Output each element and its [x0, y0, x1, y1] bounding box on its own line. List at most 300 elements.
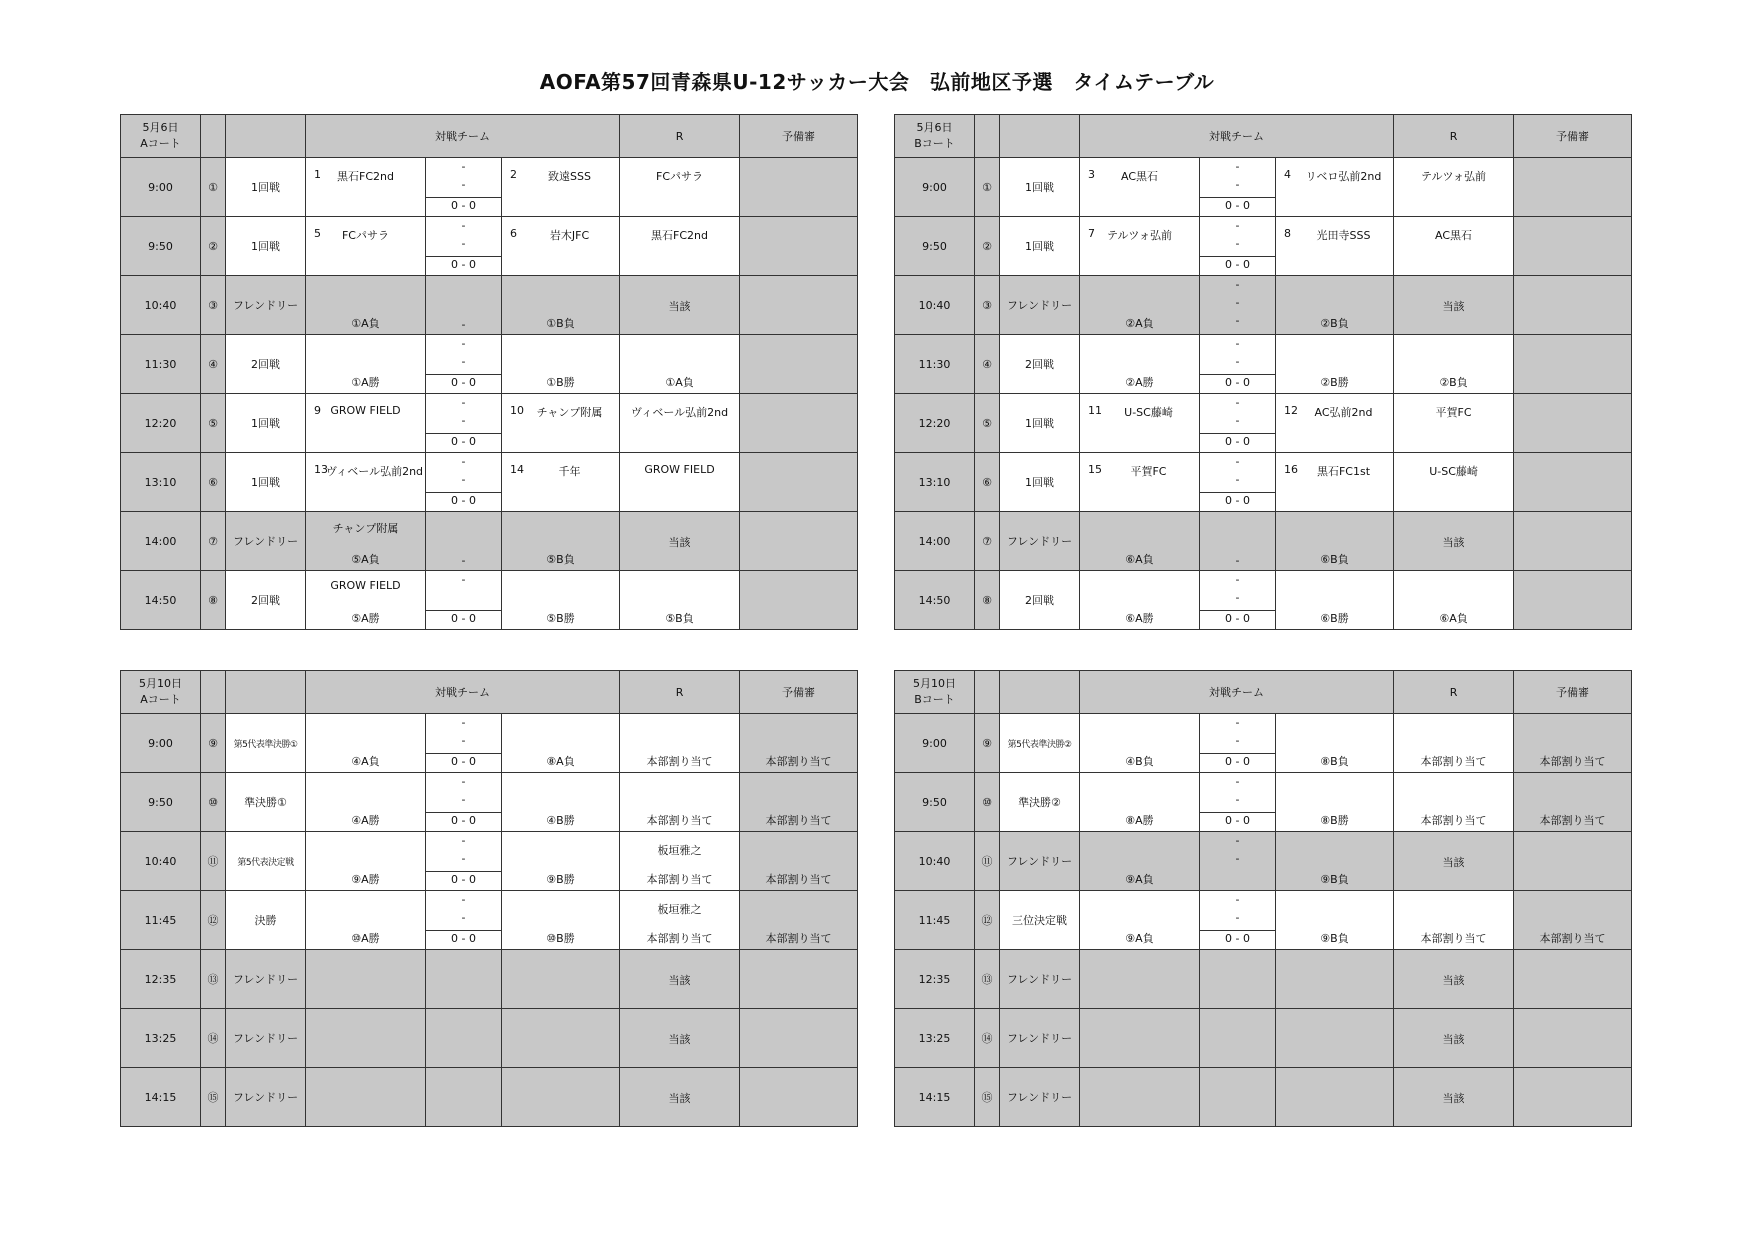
match-number: ②: [201, 217, 226, 276]
team-1-cell: [1080, 714, 1200, 773]
team-1-name: 平賀FC: [1130, 465, 1167, 478]
match-number: ⑬: [201, 950, 226, 1009]
round-label: 1回戦: [226, 453, 306, 512]
round-label: 決勝: [226, 891, 306, 950]
score-dash: -: [461, 396, 466, 409]
team-1-seed: 15: [1088, 463, 1102, 476]
match-row: [121, 394, 858, 453]
team-1-cell: [306, 891, 426, 950]
match-number: ③: [201, 276, 226, 335]
referee-cell: [620, 950, 740, 1009]
score-cell: [426, 832, 502, 891]
reserve-header: 予備審: [1514, 115, 1632, 158]
referee-cell: [1394, 714, 1514, 773]
referee-name: ヴィベール弘前2nd: [630, 406, 729, 419]
score-dash: -: [1235, 178, 1240, 191]
score-dash: -: [1235, 834, 1240, 847]
score-result: 0 - 0: [451, 199, 476, 212]
team-2-cell: [502, 512, 620, 571]
team-2-seed: 2: [510, 168, 517, 181]
reserve-cell: [1514, 276, 1632, 335]
score-cell: [426, 453, 502, 512]
team-2-slot: ⑩B勝: [546, 932, 575, 945]
reserve-cell: [740, 158, 858, 217]
kickoff-time: 10:40: [121, 276, 201, 335]
team-1-note: チャンプ附属: [332, 522, 399, 535]
team-2-slot: ⑥B勝: [1320, 612, 1349, 625]
round-label: 2回戦: [226, 335, 306, 394]
team-1-slot: ②A勝: [1125, 376, 1154, 389]
match-number: ⑨: [201, 714, 226, 773]
date-court-header: [121, 671, 201, 714]
score-result: 0 - 0: [1225, 612, 1250, 625]
score-cell: [426, 571, 502, 630]
score-dash: -: [461, 554, 466, 567]
score-dash: -: [1235, 473, 1240, 486]
date-label: 5月6日: [142, 121, 179, 134]
reserve-cell: [740, 217, 858, 276]
score-dash: -: [461, 178, 466, 191]
reserve-cell: [1514, 950, 1632, 1009]
team-2-slot: ①B勝: [546, 376, 575, 389]
score-dash: -: [461, 775, 466, 788]
referee-cell: [1394, 571, 1514, 630]
team-2-seed: 6: [510, 227, 517, 240]
team-2-cell: [502, 217, 620, 276]
referee-assignment: ⑤B負: [665, 612, 694, 625]
referee-name: 当該: [668, 536, 691, 549]
score-result: 0 - 0: [451, 435, 476, 448]
score-cell: [1200, 158, 1276, 217]
team-1-name: 黒石FC2nd: [337, 170, 394, 183]
team-2-cell: [1276, 453, 1394, 512]
score-cell: [426, 158, 502, 217]
team-1-cell: [1080, 891, 1200, 950]
referee-cell: [620, 1009, 740, 1068]
kickoff-time: 14:00: [121, 512, 201, 571]
reserve-header: 予備審: [740, 671, 858, 714]
score-cell: [1200, 1009, 1276, 1068]
team-1-cell: [1080, 832, 1200, 891]
reserve-cell: [740, 714, 858, 773]
kickoff-time: 10:40: [121, 832, 201, 891]
reserve-assignment: 本部割り当て: [765, 873, 832, 886]
referee-header: R: [1394, 115, 1514, 158]
team-2-slot: ⑧A負: [546, 755, 575, 768]
team-2-cell: [502, 276, 620, 335]
match-number: ③: [975, 276, 1000, 335]
referee-name: 当該: [668, 1033, 691, 1046]
referee-cell: [1394, 512, 1514, 571]
score-cell: [1200, 950, 1276, 1009]
kickoff-time: 9:50: [121, 773, 201, 832]
referee-cell: [620, 832, 740, 891]
referee-cell: [1394, 276, 1514, 335]
court-label: Bコート: [914, 137, 955, 150]
score-dash: -: [1235, 314, 1240, 327]
score-cell: [1200, 276, 1276, 335]
referee-name: GROW FIELD: [644, 463, 715, 476]
team-2-name: 致遠SSS: [548, 170, 591, 183]
round-label: フレンドリー: [226, 1009, 306, 1068]
round-label: 1回戦: [226, 394, 306, 453]
schedule-table-may10-court-b: [894, 670, 1632, 1127]
score-cell: [426, 950, 502, 1009]
team-1-cell: [306, 714, 426, 773]
match-row: [895, 1068, 1632, 1127]
referee-assignment: ⑥A負: [1439, 612, 1468, 625]
team-1-slot: ⑤A負: [351, 553, 380, 566]
team-2-cell: [1276, 891, 1394, 950]
reserve-cell: [1514, 1068, 1632, 1127]
round-label: 第5代表準決勝①: [226, 714, 306, 773]
referee-cell: [1394, 335, 1514, 394]
team-1-cell: [306, 512, 426, 571]
score-dash: -: [461, 219, 466, 232]
kickoff-time: 13:10: [121, 453, 201, 512]
referee-header: R: [620, 115, 740, 158]
score-dash: -: [1235, 337, 1240, 350]
date-label: 5月10日: [139, 677, 182, 690]
team-2-slot: ①B負: [546, 317, 575, 330]
kickoff-time: 14:15: [121, 1068, 201, 1127]
team-1-cell: [1080, 512, 1200, 571]
team-1-slot: ④B負: [1125, 755, 1154, 768]
referee-cell: [620, 394, 740, 453]
team-2-cell: [502, 714, 620, 773]
score-dash: -: [1235, 296, 1240, 309]
match-row: [895, 453, 1632, 512]
team-1-slot: ②A負: [1125, 317, 1154, 330]
referee-cell: [1394, 1068, 1514, 1127]
team-1-cell: [1080, 1068, 1200, 1127]
match-row: [895, 335, 1632, 394]
team-2-cell: [1276, 950, 1394, 1009]
team-1-cell: [1080, 276, 1200, 335]
match-row: [121, 950, 858, 1009]
match-row: [121, 832, 858, 891]
team-1-name: ヴィベール弘前2nd: [325, 465, 424, 478]
reserve-cell: [740, 832, 858, 891]
score-result: 0 - 0: [451, 814, 476, 827]
match-number: ⑨: [975, 714, 1000, 773]
referee-name: 当該: [1442, 536, 1465, 549]
reserve-cell: [1514, 1009, 1632, 1068]
reserve-cell: [740, 1009, 858, 1068]
score-dash: -: [461, 716, 466, 729]
match-row: [895, 158, 1632, 217]
score-dash: -: [461, 318, 466, 331]
score-cell: [426, 1009, 502, 1068]
referee-cell: [620, 217, 740, 276]
referee-header: R: [620, 671, 740, 714]
match-row: [895, 891, 1632, 950]
match-row: [121, 1068, 858, 1127]
match-number: ⑥: [201, 453, 226, 512]
match-number: ④: [975, 335, 1000, 394]
team-1-cell: [306, 158, 426, 217]
referee-assignment: 本部割り当て: [646, 873, 713, 886]
reserve-header: 予備審: [1514, 671, 1632, 714]
match-header: 対戦チーム: [1080, 115, 1394, 158]
team-2-seed: 10: [510, 404, 524, 417]
referee-name: 平賀FC: [1435, 406, 1472, 419]
kickoff-time: 10:40: [895, 276, 975, 335]
team-2-name: 黒石FC1st: [1316, 465, 1371, 478]
team-1-name: U-SC藤崎: [1124, 406, 1173, 419]
schedule-table-may10-court-a: [120, 670, 858, 1127]
date-label: 5月10日: [913, 677, 956, 690]
reserve-assignment: 本部割り当て: [1539, 932, 1606, 945]
team-2-cell: [502, 832, 620, 891]
no-header: [975, 115, 1000, 158]
referee-cell: [1394, 950, 1514, 1009]
match-row: [121, 571, 858, 630]
match-row: [121, 714, 858, 773]
match-header: 対戦チーム: [1080, 671, 1394, 714]
reserve-assignment: 本部割り当て: [1539, 755, 1606, 768]
team-2-seed: 12: [1284, 404, 1298, 417]
team-1-cell: [306, 217, 426, 276]
referee-cell: [1394, 453, 1514, 512]
referee-name: 板垣雅之: [657, 903, 702, 916]
referee-cell: [1394, 1009, 1514, 1068]
score-dash: -: [1235, 554, 1240, 567]
match-number: ⑧: [975, 571, 1000, 630]
team-1-cell: [306, 276, 426, 335]
match-row: [121, 276, 858, 335]
score-result: 0 - 0: [1225, 376, 1250, 389]
kickoff-time: 9:50: [895, 217, 975, 276]
reserve-cell: [1514, 453, 1632, 512]
match-number: ⑥: [975, 453, 1000, 512]
team-1-cell: [306, 394, 426, 453]
team-1-cell: [1080, 571, 1200, 630]
reserve-assignment: 本部割り当て: [765, 755, 832, 768]
team-2-cell: [1276, 1068, 1394, 1127]
kickoff-time: 9:50: [895, 773, 975, 832]
score-cell: [426, 276, 502, 335]
kickoff-time: 13:25: [121, 1009, 201, 1068]
score-result: 0 - 0: [451, 494, 476, 507]
referee-name: 当該: [668, 974, 691, 987]
match-row: [121, 773, 858, 832]
referee-header: R: [1394, 671, 1514, 714]
reserve-cell: [1514, 217, 1632, 276]
match-number: ⑭: [201, 1009, 226, 1068]
referee-name: U-SC藤崎: [1429, 465, 1478, 478]
team-2-name: AC弘前2nd: [1314, 406, 1373, 419]
score-dash: -: [1235, 237, 1240, 250]
round-label: 2回戦: [1000, 335, 1080, 394]
score-cell: [1200, 773, 1276, 832]
team-1-slot: ④A勝: [351, 814, 380, 827]
kickoff-time: 9:00: [895, 158, 975, 217]
team-2-cell: [502, 1068, 620, 1127]
score-dash: -: [461, 834, 466, 847]
score-dash: -: [461, 473, 466, 486]
team-1-seed: 1: [314, 168, 321, 181]
referee-assignment: ①A負: [665, 376, 694, 389]
team-1-cell: [1080, 453, 1200, 512]
team-1-slot: ⑨A負: [1125, 932, 1154, 945]
team-2-cell: [1276, 217, 1394, 276]
score-result: 0 - 0: [451, 755, 476, 768]
reserve-assignment: 本部割り当て: [765, 814, 832, 827]
team-1-seed: 5: [314, 227, 321, 240]
score-cell: [426, 217, 502, 276]
team-2-name: 千年: [558, 465, 581, 478]
match-row: [121, 512, 858, 571]
round-label: 1回戦: [1000, 217, 1080, 276]
reserve-cell: [740, 773, 858, 832]
score-dash: -: [1235, 793, 1240, 806]
team-1-cell: [306, 453, 426, 512]
score-cell: [1200, 832, 1276, 891]
team-2-cell: [502, 950, 620, 1009]
team-2-seed: 16: [1284, 463, 1298, 476]
score-dash: -: [1235, 455, 1240, 468]
kickoff-time: 9:00: [121, 158, 201, 217]
score-dash: -: [461, 160, 466, 173]
team-1-cell: [1080, 158, 1200, 217]
match-row: [121, 453, 858, 512]
round-label: フレンドリー: [1000, 1009, 1080, 1068]
kickoff-time: 10:40: [895, 832, 975, 891]
round-label: フレンドリー: [1000, 276, 1080, 335]
team-2-name: 光田寺SSS: [1316, 229, 1371, 242]
referee-name: 当該: [1442, 974, 1465, 987]
match-number: ①: [975, 158, 1000, 217]
team-1-seed: 9: [314, 404, 321, 417]
kickoff-time: 9:00: [895, 714, 975, 773]
team-2-cell: [1276, 335, 1394, 394]
score-dash: -: [461, 455, 466, 468]
score-cell: [1200, 1068, 1276, 1127]
referee-cell: [620, 773, 740, 832]
team-1-seed: 7: [1088, 227, 1095, 240]
team-2-cell: [502, 453, 620, 512]
score-dash: -: [1235, 734, 1240, 747]
referee-assignment: 本部割り当て: [646, 932, 713, 945]
schedule-table-may6-court-a: [120, 114, 858, 630]
score-dash: -: [461, 573, 466, 586]
kickoff-time: 12:20: [121, 394, 201, 453]
team-2-cell: [502, 773, 620, 832]
round-label: フレンドリー: [1000, 512, 1080, 571]
round-label: 三位決定戦: [1000, 891, 1080, 950]
referee-cell: [1394, 158, 1514, 217]
team-2-cell: [1276, 773, 1394, 832]
match-header: 対戦チーム: [306, 115, 620, 158]
reserve-cell: [740, 276, 858, 335]
team-2-slot: ⑨B勝: [546, 873, 575, 886]
referee-name: 黒石FC2nd: [651, 229, 709, 242]
score-result: 0 - 0: [451, 376, 476, 389]
court-label: Bコート: [914, 693, 955, 706]
score-cell: [426, 773, 502, 832]
team-1-slot: ⑤A勝: [351, 612, 380, 625]
match-row: [121, 335, 858, 394]
kickoff-time: 14:50: [895, 571, 975, 630]
match-number: ⑩: [201, 773, 226, 832]
score-result: 0 - 0: [1225, 494, 1250, 507]
referee-cell: [1394, 891, 1514, 950]
score-cell: [426, 714, 502, 773]
match-row: [121, 217, 858, 276]
reserve-cell: [740, 1068, 858, 1127]
match-row: [895, 950, 1632, 1009]
reserve-cell: [740, 571, 858, 630]
team-2-seed: 8: [1284, 227, 1291, 240]
score-dash: -: [461, 734, 466, 747]
score-dash: -: [461, 337, 466, 350]
referee-cell: [620, 512, 740, 571]
team-1-slot: ④A負: [351, 755, 380, 768]
team-1-cell: [1080, 394, 1200, 453]
reserve-cell: [740, 950, 858, 1009]
score-result: 0 - 0: [451, 612, 476, 625]
match-number: ①: [201, 158, 226, 217]
referee-assignment: 本部割り当て: [1420, 755, 1487, 768]
kickoff-time: 11:30: [895, 335, 975, 394]
match-number: ⑮: [201, 1068, 226, 1127]
score-cell: [1200, 394, 1276, 453]
score-dash: -: [1235, 414, 1240, 427]
round-label: フレンドリー: [226, 1068, 306, 1127]
referee-assignment: 本部割り当て: [646, 814, 713, 827]
team-1-name: AC黒石: [1120, 170, 1158, 183]
team-2-name: 岩木JFC: [549, 229, 590, 242]
team-2-slot: ⑧B勝: [1320, 814, 1349, 827]
match-row: [121, 1009, 858, 1068]
score-dash: -: [461, 355, 466, 368]
round-label: フレンドリー: [226, 276, 306, 335]
round-header: [226, 671, 306, 714]
match-header: 対戦チーム: [306, 671, 620, 714]
referee-cell: [620, 571, 740, 630]
round-header: [226, 115, 306, 158]
team-1-slot: ⑥A負: [1125, 553, 1154, 566]
reserve-assignment: 本部割り当て: [1539, 814, 1606, 827]
score-cell: [1200, 891, 1276, 950]
referee-cell: [620, 158, 740, 217]
referee-cell: [1394, 832, 1514, 891]
score-result: 0 - 0: [1225, 435, 1250, 448]
team-2-slot: ⑤B勝: [546, 612, 575, 625]
match-number: ⑤: [975, 394, 1000, 453]
round-label: 第5代表決定戦: [226, 832, 306, 891]
score-result: 0 - 0: [451, 873, 476, 886]
kickoff-time: 13:10: [895, 453, 975, 512]
header-row: [121, 115, 858, 158]
round-header: [1000, 671, 1080, 714]
match-number: ⑤: [201, 394, 226, 453]
round-label: 準決勝①: [226, 773, 306, 832]
score-dash: -: [461, 852, 466, 865]
team-1-note: GROW FIELD: [330, 579, 401, 592]
reserve-cell: [1514, 158, 1632, 217]
score-cell: [426, 1068, 502, 1127]
team-1-name: テルツォ弘前: [1106, 229, 1172, 242]
round-label: 1回戦: [1000, 158, 1080, 217]
team-2-cell: [1276, 832, 1394, 891]
team-1-seed: 3: [1088, 168, 1095, 181]
match-number: ⑪: [201, 832, 226, 891]
match-number: ⑭: [975, 1009, 1000, 1068]
team-2-seed: 14: [510, 463, 524, 476]
match-number: ⑫: [201, 891, 226, 950]
